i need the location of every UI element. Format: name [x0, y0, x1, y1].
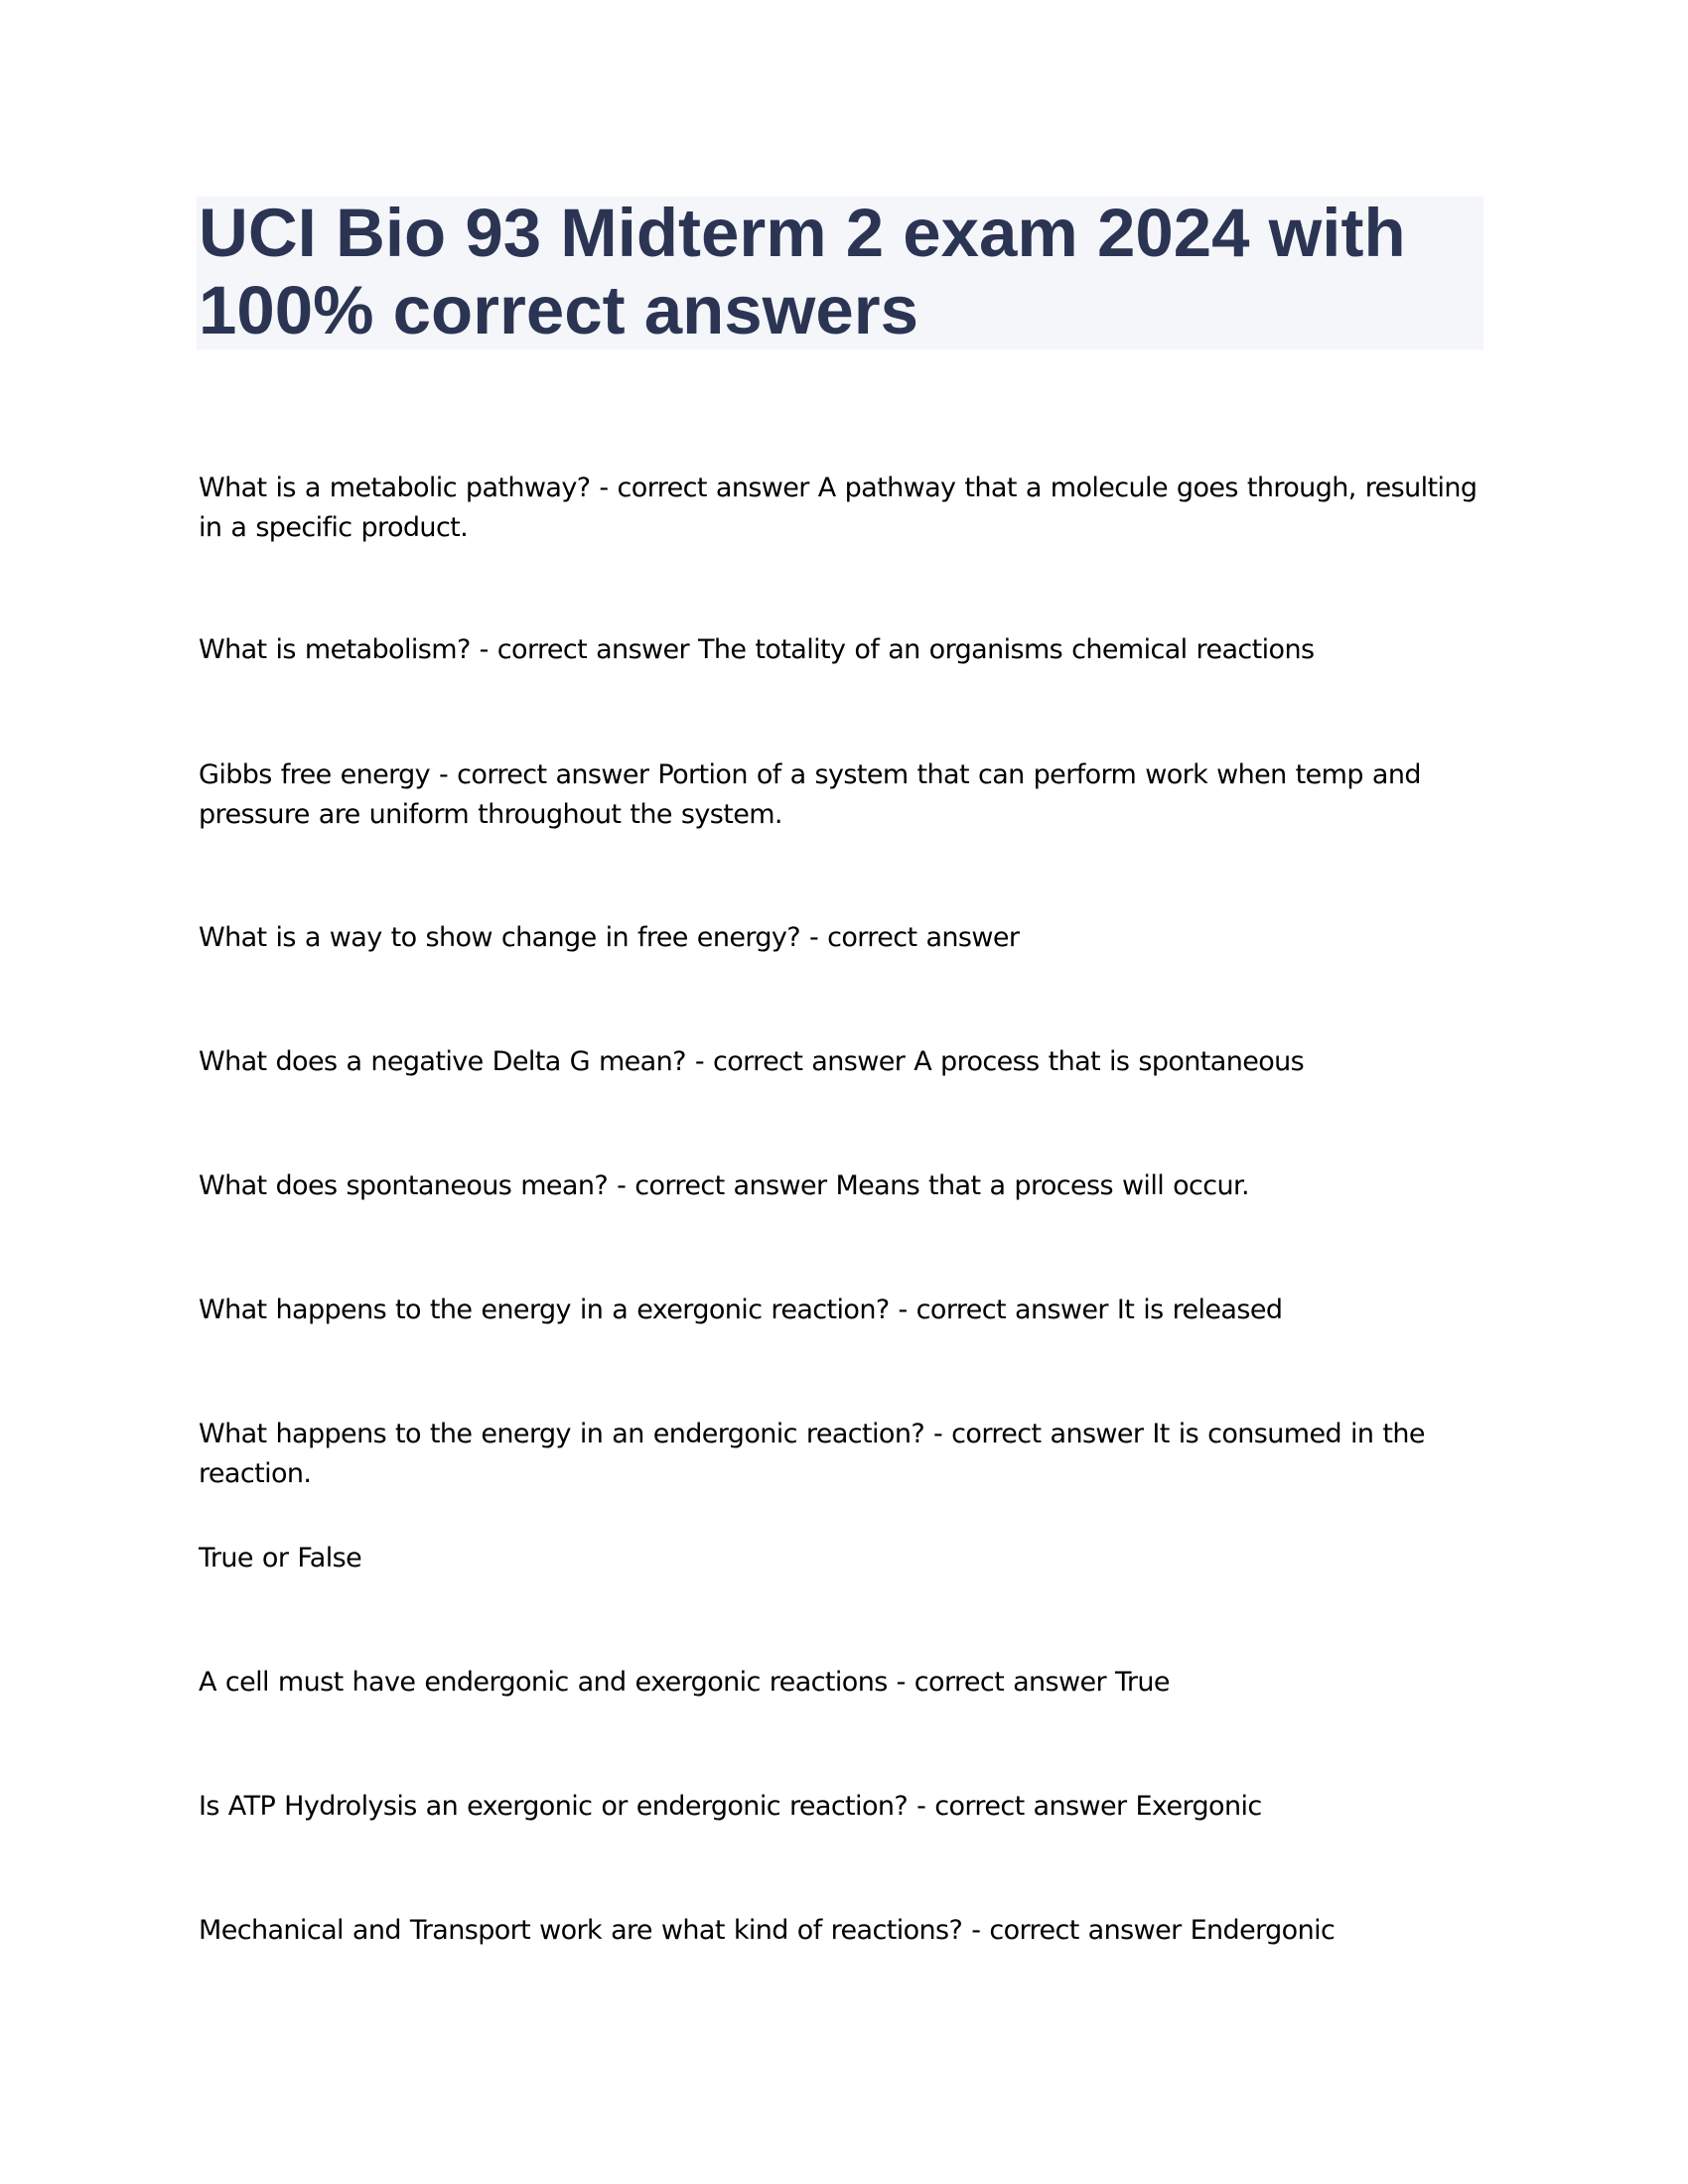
qa-item-exergonic-energy: What happens to the energy in a exergonic reaction? - correct answer It is released	[199, 1295, 1283, 1325]
qa-item-metabolic-pathway: What is a metabolic pathway? - correct answer A pathway that a molecule goes through, resulting in a specific product.	[199, 473, 1477, 543]
qa-item-mechanical-transport-work: Mechanical and Transport work are what kind of reactions? - correct answer Endergonic	[199, 1915, 1336, 1946]
document-title: UCI Bio 93 Midterm 2 exam 2024 with 100% correct answers	[199, 195, 1406, 348]
qa-item-spontaneous: What does spontaneous mean? - correct answer Means that a process will occur.	[199, 1170, 1250, 1201]
qa-item-gibbs-free-energy: Gibbs free energy - correct answer Portion of a system that can perform work when temp and pressure are uniform throughout the system.	[199, 759, 1421, 830]
qa-item-change-in-free-energy: What is a way to show change in free energy? - correct answer	[199, 922, 1020, 953]
qa-item-metabolism: What is metabolism? - correct answer The totality of an organisms chemical reactions	[199, 634, 1315, 665]
qa-item-negative-delta-g: What does a negative Delta G mean? - correct answer A process that is spontaneous	[199, 1046, 1305, 1077]
qa-item-cell-reactions: A cell must have endergonic and exergonic reactions - correct answer True	[199, 1667, 1170, 1698]
qa-item-endergonic-energy: What happens to the energy in an endergonic reaction? - correct answer It is consumed in the reaction.	[199, 1419, 1425, 1489]
qa-item-atp-hydrolysis: Is ATP Hydrolysis an exergonic or endergonic reaction? - correct answer Exergonic	[199, 1791, 1262, 1822]
section-true-or-false: True or False	[199, 1543, 362, 1573]
